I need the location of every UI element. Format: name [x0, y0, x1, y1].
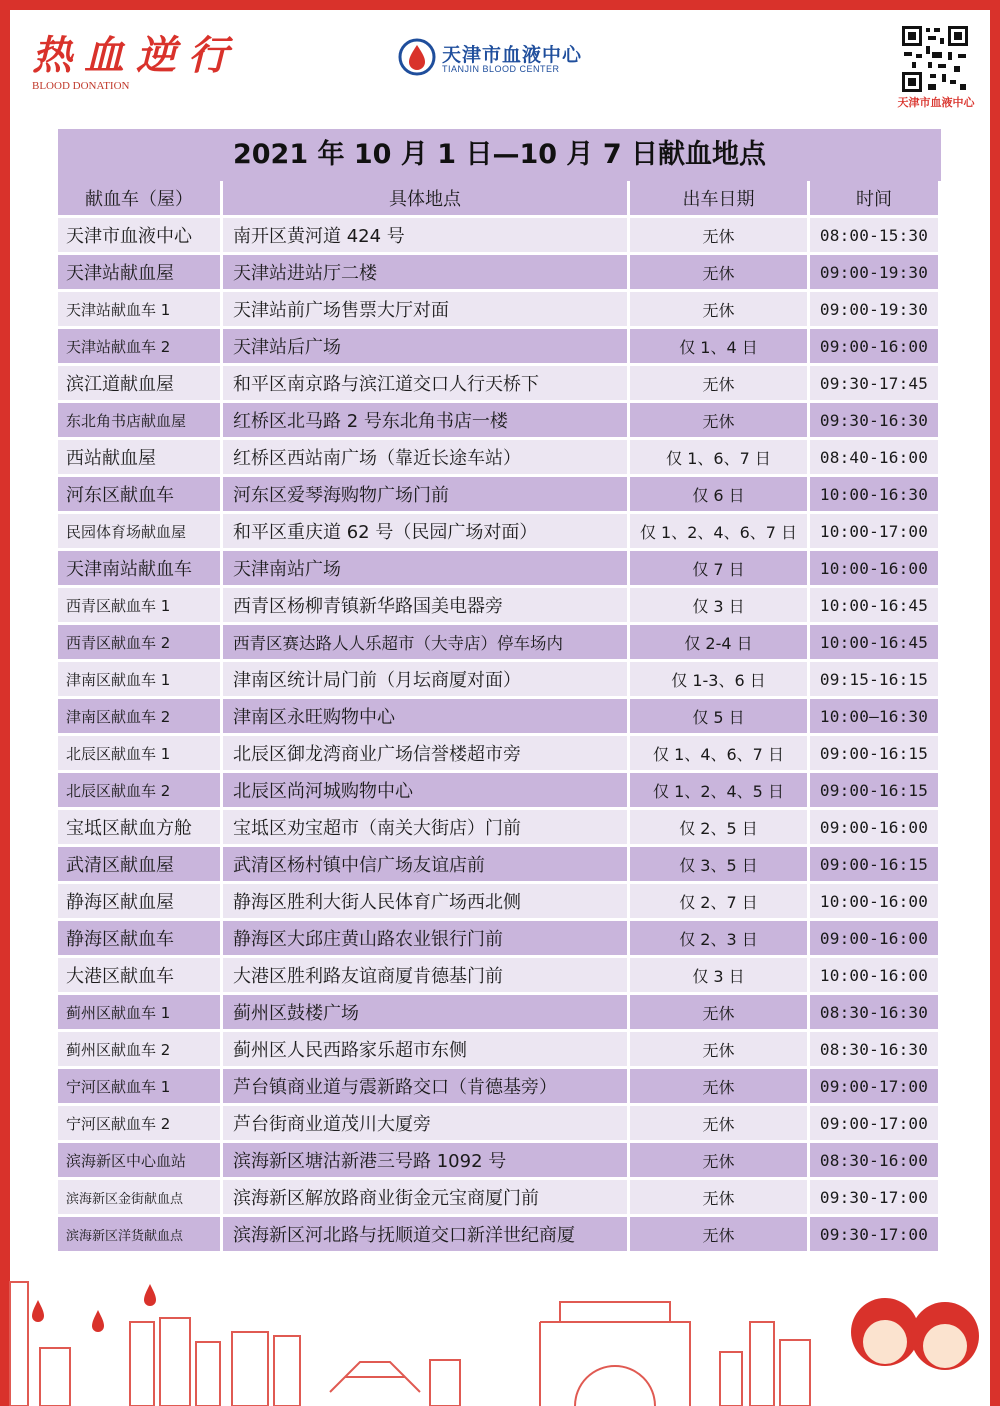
cell-date: 仅 5 日: [630, 699, 810, 736]
column-header-car: 献血车（屋）: [58, 181, 223, 218]
cell-location: 红桥区北马路 2 号东北角书店一楼: [223, 403, 630, 440]
cell-time: 10:00-16:45: [810, 625, 941, 662]
cell-location: 河东区爱琴海购物广场门前: [223, 477, 630, 514]
cell-time: 09:00-16:00: [810, 810, 941, 847]
cell-date: 仅 6 日: [630, 477, 810, 514]
table-row: [58, 699, 941, 736]
cell-car: 宁河区献血车 2: [58, 1106, 223, 1143]
cell-time: 10:00-16:00: [810, 958, 941, 995]
table-row: [58, 588, 941, 625]
cell-time: 09:00-17:00: [810, 1106, 941, 1143]
column-header-time: 时间: [810, 181, 941, 218]
campaign-logo-subtitle: BLOOD DONATION: [32, 80, 130, 92]
table-row: [58, 995, 941, 1032]
table-row: [58, 366, 941, 403]
cell-car: 北辰区献血车 1: [58, 736, 223, 773]
cell-date: 仅 1、2、4、6、7 日: [630, 514, 810, 551]
cell-car: 津南区献血车 1: [58, 662, 223, 699]
cell-location: 武清区杨村镇中信广场友谊店前: [223, 847, 630, 884]
table-row: [58, 440, 941, 477]
table-title: 2021 年 10 月 1 日—10 月 7 日献血地点: [58, 129, 941, 181]
cell-car: 宁河区献血车 1: [58, 1069, 223, 1106]
cell-car: 北辰区献血车 2: [58, 773, 223, 810]
cell-date: 仅 2、3 日: [630, 921, 810, 958]
table-row: [58, 810, 941, 847]
cell-location: 北辰区尚河城购物中心: [223, 773, 630, 810]
cell-location: 红桥区西站南广场（靠近长途车站）: [223, 440, 630, 477]
cell-time: 09:00-16:15: [810, 773, 941, 810]
cell-car: 津南区献血车 2: [58, 699, 223, 736]
cell-time: 09:00-19:30: [810, 255, 941, 292]
cell-location: 北辰区御龙湾商业广场信誉楼超市旁: [223, 736, 630, 773]
cell-car: 静海区献血屋: [58, 884, 223, 921]
cell-time: 10:00-16:00: [810, 551, 941, 588]
cell-car: 滨海新区中心血站: [58, 1143, 223, 1180]
cell-date: 仅 1、6、7 日: [630, 440, 810, 477]
cell-time: 08:30-16:30: [810, 1032, 941, 1069]
cell-location: 和平区重庆道 62 号（民园广场对面）: [223, 514, 630, 551]
cell-car: 武清区献血屋: [58, 847, 223, 884]
blood-center-logo: [398, 38, 598, 78]
cell-time: 10:00-16:00: [810, 884, 941, 921]
cell-location: 津南区永旺购物中心: [223, 699, 630, 736]
cell-time: 09:30-17:00: [810, 1217, 941, 1254]
cell-date: 无休: [630, 1143, 810, 1180]
cell-time: 09:00-16:00: [810, 329, 941, 366]
cell-time: 08:00-15:30: [810, 218, 941, 255]
cell-location: 静海区大邱庄黄山路农业银行门前: [223, 921, 630, 958]
column-header-date: 出车日期: [630, 181, 810, 218]
cell-location: 西青区赛达路人人乐超市（大寺店）停车场内: [223, 625, 630, 662]
cell-date: 仅 3、5 日: [630, 847, 810, 884]
campaign-logo: [32, 34, 252, 94]
cell-car: 滨海新区金街献血点: [58, 1180, 223, 1217]
cell-car: 河东区献血车: [58, 477, 223, 514]
cell-car: 大港区献血车: [58, 958, 223, 995]
table-row: [58, 958, 941, 995]
cell-date: 仅 1、4 日: [630, 329, 810, 366]
table-row: [58, 1217, 941, 1254]
column-header-location: 具体地点: [223, 181, 630, 218]
cell-location: 西青区杨柳青镇新华路国美电器旁: [223, 588, 630, 625]
cell-date: 仅 2-4 日: [630, 625, 810, 662]
cell-location: 天津南站广场: [223, 551, 630, 588]
cell-time: 09:30-17:45: [810, 366, 941, 403]
cell-car: 天津南站献血车: [58, 551, 223, 588]
cell-date: 无休: [630, 1069, 810, 1106]
table-row: [58, 329, 941, 366]
cell-date: 无休: [630, 218, 810, 255]
cell-car: 滨江道献血屋: [58, 366, 223, 403]
table-row: [58, 847, 941, 884]
cell-date: 无休: [630, 292, 810, 329]
table-row: [58, 1143, 941, 1180]
table-row: [58, 292, 941, 329]
cell-car: 天津站献血车 1: [58, 292, 223, 329]
cell-location: 芦台镇商业道与震新路交口（肯德基旁）: [223, 1069, 630, 1106]
cell-car: 天津市血液中心: [58, 218, 223, 255]
cell-date: 仅 1、4、6、7 日: [630, 736, 810, 773]
table-row: [58, 477, 941, 514]
cell-time: 09:00-16:15: [810, 736, 941, 773]
cell-time: 08:30-16:30: [810, 995, 941, 1032]
cell-time: 09:00-16:00: [810, 921, 941, 958]
cell-date: 无休: [630, 403, 810, 440]
cell-car: 西青区献血车 2: [58, 625, 223, 662]
blood-center-name-en: TIANJIN BLOOD CENTER: [442, 64, 560, 74]
cell-date: 仅 2、5 日: [630, 810, 810, 847]
cell-car: 蓟州区献血车 2: [58, 1032, 223, 1069]
table-row: [58, 514, 941, 551]
table-row: [58, 736, 941, 773]
cell-location: 滨海新区河北路与抚顺道交口新洋世纪商厦: [223, 1217, 630, 1254]
table-header-row: [58, 181, 941, 218]
cell-date: 无休: [630, 1106, 810, 1143]
cell-date: 无休: [630, 1217, 810, 1254]
cell-location: 宝坻区劝宝超市（南关大街店）门前: [223, 810, 630, 847]
cell-time: 09:30-17:00: [810, 1180, 941, 1217]
cell-location: 蓟州区鼓楼广场: [223, 995, 630, 1032]
table-row: [58, 773, 941, 810]
cell-car: 静海区献血车: [58, 921, 223, 958]
cell-location: 天津站前广场售票大厅对面: [223, 292, 630, 329]
cell-car: 西青区献血车 1: [58, 588, 223, 625]
cell-location: 滨海新区塘沽新港三号路 1092 号: [223, 1143, 630, 1180]
table-row: [58, 1180, 941, 1217]
cell-location: 津南区统计局门前（月坛商厦对面）: [223, 662, 630, 699]
cell-time: 09:00-19:30: [810, 292, 941, 329]
cell-location: 和平区南京路与滨江道交口人行天桥下: [223, 366, 630, 403]
cell-date: 无休: [630, 1032, 810, 1069]
cell-date: 无休: [630, 1180, 810, 1217]
cell-date: 无休: [630, 366, 810, 403]
table-row: [58, 218, 941, 255]
cell-location: 天津站进站厅二楼: [223, 255, 630, 292]
cell-date: 无休: [630, 255, 810, 292]
cell-location: 芦台街商业道茂川大厦旁: [223, 1106, 630, 1143]
cell-date: 仅 1-3、6 日: [630, 662, 810, 699]
cell-car: 民园体育场献血屋: [58, 514, 223, 551]
cell-time: 09:30-16:30: [810, 403, 941, 440]
table-row: [58, 921, 941, 958]
cell-car: 东北角书店献血屋: [58, 403, 223, 440]
table-row: [58, 1069, 941, 1106]
table-row: [58, 662, 941, 699]
cell-car: 滨海新区洋货献血点: [58, 1217, 223, 1254]
cell-time: 09:00-17:00: [810, 1069, 941, 1106]
table-row: [58, 1106, 941, 1143]
qr-caption: 天津市血液中心: [897, 96, 975, 109]
cell-location: 静海区胜利大街人民体育广场西北侧: [223, 884, 630, 921]
table-row: [58, 1032, 941, 1069]
campaign-logo-text: 热血逆行: [32, 32, 240, 79]
cell-time: 10:00-16:45: [810, 588, 941, 625]
cell-car: 蓟州区献血车 1: [58, 995, 223, 1032]
cell-date: 仅 3 日: [630, 958, 810, 995]
city-skyline-illustration: [0, 1262, 1000, 1406]
donation-location-table: [58, 181, 941, 1254]
cell-car: 西站献血屋: [58, 440, 223, 477]
cell-location: 南开区黄河道 424 号: [223, 218, 630, 255]
cell-time: 10:00—16:30: [810, 699, 941, 736]
cell-time: 08:30-16:00: [810, 1143, 941, 1180]
cell-car: 宝坻区献血方舱: [58, 810, 223, 847]
cell-time: 10:00-16:30: [810, 477, 941, 514]
qr-code-icon: [900, 24, 970, 94]
cell-location: 滨海新区解放路商业街金元宝商厦门前: [223, 1180, 630, 1217]
cell-time: 10:00-17:00: [810, 514, 941, 551]
cell-date: 无休: [630, 995, 810, 1032]
cell-time: 09:15-16:15: [810, 662, 941, 699]
blood-center-name: 天津市血液中心: [442, 44, 583, 66]
cell-car: 天津站献血屋: [58, 255, 223, 292]
table-row: [58, 255, 941, 292]
cell-car: 天津站献血车 2: [58, 329, 223, 366]
table-row: [58, 625, 941, 662]
cell-date: 仅 7 日: [630, 551, 810, 588]
cell-location: 大港区胜利路友谊商厦肯德基门前: [223, 958, 630, 995]
cell-time: 09:00-16:15: [810, 847, 941, 884]
cell-time: 08:40-16:00: [810, 440, 941, 477]
cell-date: 仅 3 日: [630, 588, 810, 625]
cell-location: 天津站后广场: [223, 329, 630, 366]
cell-location: 蓟州区人民西路家乐超市东侧: [223, 1032, 630, 1069]
cell-date: 仅 2、7 日: [630, 884, 810, 921]
table-row: [58, 551, 941, 588]
cell-date: 仅 1、2、4、5 日: [630, 773, 810, 810]
blood-drop-icon: [398, 38, 436, 76]
table-row: [58, 403, 941, 440]
table-row: [58, 884, 941, 921]
